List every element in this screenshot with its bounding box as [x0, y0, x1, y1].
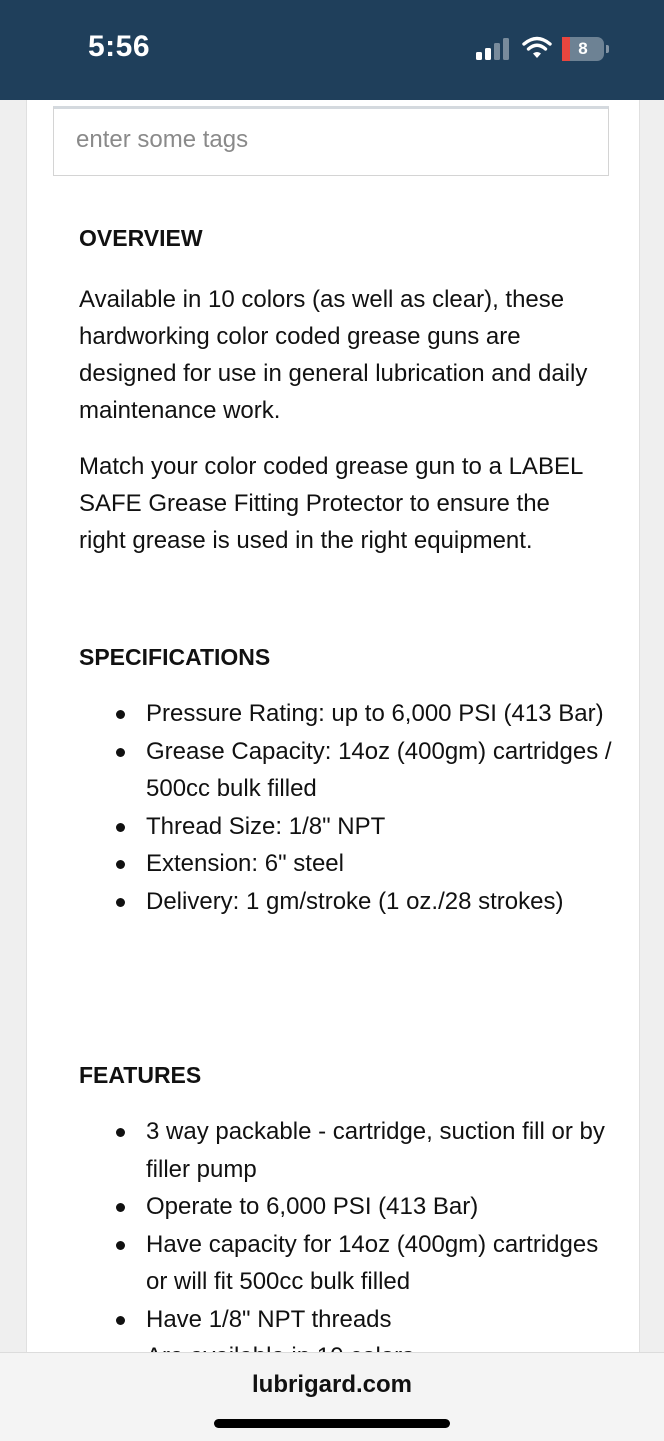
list-item: Have 1/8" NPT threads: [79, 1301, 619, 1339]
list-item: Pressure Rating: up to 6,000 PSI (413 Bar): [79, 695, 619, 733]
list-item: Grease Capacity: 14oz (400gm) cartridges / 500cc bulk filled: [79, 733, 619, 808]
list-item: Thread Size: 1/8" NPT: [79, 808, 619, 846]
home-indicator[interactable]: [214, 1419, 450, 1428]
overview-paragraph: Match your color coded grease gun to a LABEL SAFE Grease Fitting Protector to ensure the right grease is used in the right equipment.: [79, 453, 583, 554]
specifications-heading: SPECIFICATIONS: [79, 644, 271, 670]
tags-input[interactable]: [74, 121, 578, 159]
tags-field[interactable]: [53, 106, 609, 176]
list-item: Delivery: 1 gm/stroke (1 oz./28 strokes): [79, 883, 619, 921]
list-item: Have capacity for 14oz (400gm) cartridges or will fit 500cc bulk filled: [79, 1226, 619, 1301]
overview-paragraph: Available in 10 colors (as well as clear), these hardworking color coded grease guns are designed for use in general lubrication and daily maintenance work.: [79, 286, 588, 424]
list-item: 3 way packable - cartridge, suction fill or by filler pump: [79, 1113, 619, 1188]
features-list: [79, 1113, 619, 1376]
overview-heading: OVERVIEW: [79, 225, 203, 251]
status-bar: [0, 0, 664, 100]
wifi-icon: [522, 36, 552, 60]
browser-address-bar[interactable]: [0, 1352, 664, 1441]
list-item: Operate to 6,000 PSI (413 Bar): [79, 1188, 619, 1226]
battery-percent: 8: [578, 39, 588, 58]
battery-icon: [562, 37, 604, 61]
url-text[interactable]: lubrigard.com: [251, 1371, 413, 1398]
specifications-list: [79, 695, 619, 920]
cellular-signal-icon: [476, 38, 510, 60]
battery-tip: [606, 45, 609, 53]
product-description-card: [26, 100, 640, 1352]
list-item: Extension: 6" steel: [79, 845, 619, 883]
status-time: 5:56: [88, 30, 151, 63]
features-heading: FEATURES: [79, 1062, 202, 1088]
